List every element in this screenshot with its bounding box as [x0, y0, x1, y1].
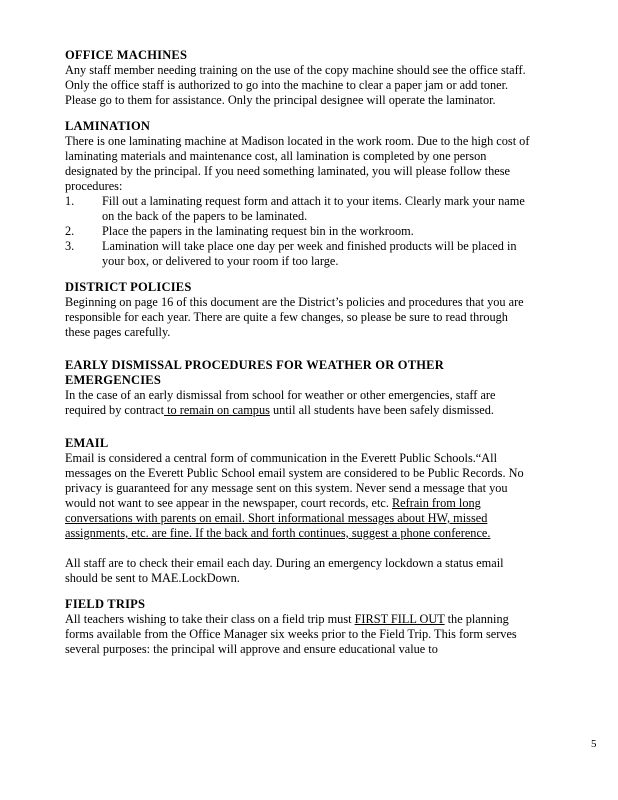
field-trips-underlined: FIRST FILL OUT: [354, 612, 445, 626]
email-text: [65, 451, 535, 541]
step-number: 2.: [65, 224, 75, 238]
heading-email: EMAIL: [65, 436, 109, 450]
lamination-text: There is one laminating machine at Madison located in the work room. Due to the high cost of laminating materials and maintenance cost, all lamination is completed by one person designated by the principal. If you need something laminated, you will please follow these procedures:: [65, 134, 530, 193]
step-number: 3.: [65, 239, 75, 253]
step-text: Place the papers in the laminating request bin in the workroom.: [102, 224, 414, 238]
lamination-steps: [65, 194, 535, 269]
email-underlined: Refrain from long conversations with parents on email. Short informational messages about HW, missed assignments, etc. are fine. If the back and forth continues, suggest a phone conference.: [65, 496, 491, 540]
heading-field-trips: FIELD TRIPS: [65, 597, 146, 611]
step-text: Fill out a laminating request form and attach it to your items. Clearly mark your name on the back of the papers to be laminated.: [102, 194, 525, 223]
early-dismissal-text-part: until all students have been safely dismissed.: [269, 403, 494, 417]
step-number: 1.: [65, 194, 75, 208]
district-policies-text: Beginning on page 16 of this document are the District’s policies and procedures that you are responsible for each year. There are quite a few changes, so please be sure to read through these pages carefully.: [65, 295, 524, 339]
document-page: [65, 48, 535, 668]
section-early-dismissal: [65, 358, 535, 418]
heading-early-dismissal: EARLY DISMISSAL PROCEDURES FOR WEATHER OR OTHER EMERGENCIES: [65, 358, 444, 387]
list-item: [65, 224, 535, 239]
field-trips-text-part: the planning forms available from the Office Manager six weeks prior to the Field Trip. This form serves several purposes: the principal will approve and ensure educational value to: [65, 612, 517, 656]
email-text-2: All staff are to check their email each day. During an emergency lockdown a status email should be sent to MAE.LockDown.: [65, 556, 504, 585]
step-text: Lamination will take place one day per week and finished products will be placed in your box, or delivered to your room if too large.: [102, 239, 517, 268]
list-item: [65, 239, 535, 269]
early-dismissal-underlined: to remain on campus: [164, 403, 270, 417]
heading-lamination: LAMINATION: [65, 119, 151, 133]
section-email: [65, 436, 535, 586]
early-dismissal-text: [65, 388, 535, 418]
section-field-trips: [65, 597, 535, 657]
section-lamination: [65, 119, 535, 269]
early-dismissal-text-part: In the case of an early dismissal from school for weather or other emergencies, staff are required by contract: [65, 388, 496, 417]
heading-office-machines: OFFICE MACHINES: [65, 48, 188, 62]
office-machines-text: Any staff member needing training on the use of the copy machine should see the office staff. Only the office staff is authorized to go into the machine to clear a paper jam or add toner. Please go to them for assistance. Only the principal designee will operate the laminator.: [65, 63, 526, 107]
heading-district-policies: DISTRICT POLICIES: [65, 280, 192, 294]
email-text-part: Email is considered a central form of communication in the Everett Public Schools.“All messages on the Everett Public School email system are considered to be Public Records. No privacy is guaranteed for any message sent on this system. Never send a message that you would not want to see appear in the newspaper, court records, etc.: [65, 451, 524, 510]
page-number: 5: [591, 738, 597, 750]
list-item: [65, 194, 535, 224]
section-office-machines: [65, 48, 535, 108]
field-trips-text: [65, 612, 535, 657]
section-district-policies: [65, 280, 535, 340]
field-trips-text-part: All teachers wishing to take their class on a field trip must: [65, 612, 352, 626]
